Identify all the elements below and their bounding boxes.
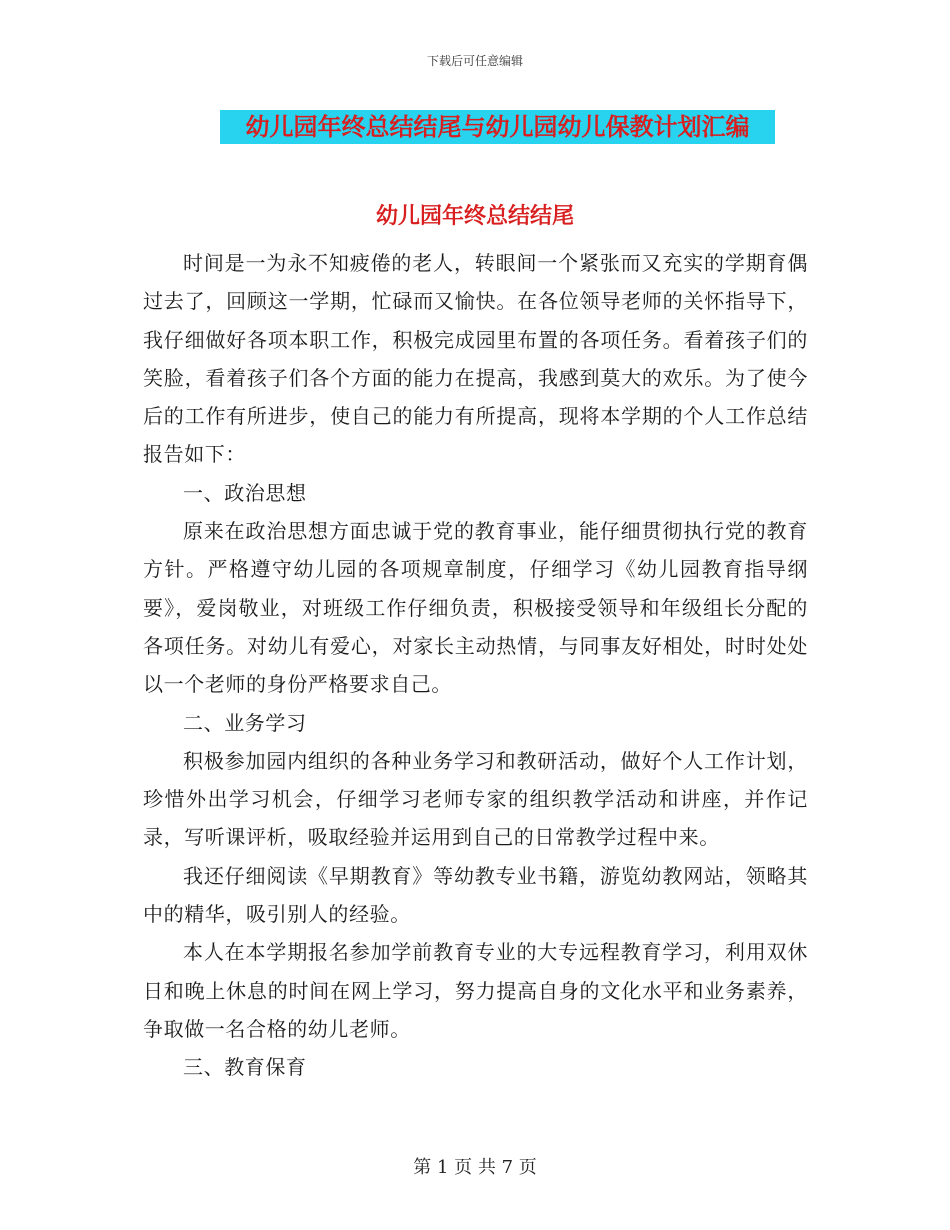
paragraph: 积极参加园内组织的各种业务学习和教研活动，做好个人工作计划，珍惜外出学习机会，仔细学习老师专家的组织教学活动和讲座，并作记录，写听课评析，吸取经验并运用到自己的日常教学过程中来。 [143, 748, 808, 850]
document-body [143, 244, 808, 1087]
paragraph-heading: 一、政治思想 [183, 480, 307, 505]
paragraph: 本人在本学期报名参加学前教育专业的大专远程教育学习，利用双休日和晚上休息的时间在网上学习，努力提高自身的文化水平和业务素养，争取做一名合格的幼儿老师。 [143, 940, 808, 1041]
header-note: 下载后可任意编辑 [426, 54, 523, 68]
document-title: 幼儿园年终总结结尾与幼儿园幼儿保教计划汇编 [220, 110, 775, 144]
page-number: 第 1 页 共 7 页 [413, 1157, 537, 1178]
paragraph: 时间是一为永不知疲倦的老人，转眼间一个紧张而又充实的学期育偶过去了，回顾这一学期，忙碌而又愉快。在各位领导老师的关怀指导下，我仔细做好各项本职工作，积极完成园里布置的各项任务。看着孩子们的笑脸，看着孩子们各个方面的能力在提高，我感到莫大的欢乐。为了使今后的工作有所进步，使自己的能力有所提高，现将本学期的个人工作总结报告如下： [143, 251, 808, 467]
paragraph-heading: 二、业务学习 [183, 710, 307, 735]
section-title: 幼儿园年终总结结尾 [375, 204, 574, 229]
paragraph-heading: 三、教育保育 [183, 1055, 307, 1080]
paragraph: 我还仔细阅读《早期教育》等幼教专业书籍，游览幼教网站，领略其中的精华，吸引别人的经验。 [143, 863, 808, 927]
paragraph: 原来在政治思想方面忠诚于党的教育事业，能仔细贯彻执行党的教育方针。严格遵守幼儿园的各项规章制度，仔细学习《幼儿园教育指导纲要》，爱岗敬业，对班级工作仔细负责，积极接受领导和年级组长分配的各项任务。对幼儿有爱心，对家长主动热情，与同事友好相处，时时处处以一个老师的身份严格要求自己。 [143, 519, 808, 697]
